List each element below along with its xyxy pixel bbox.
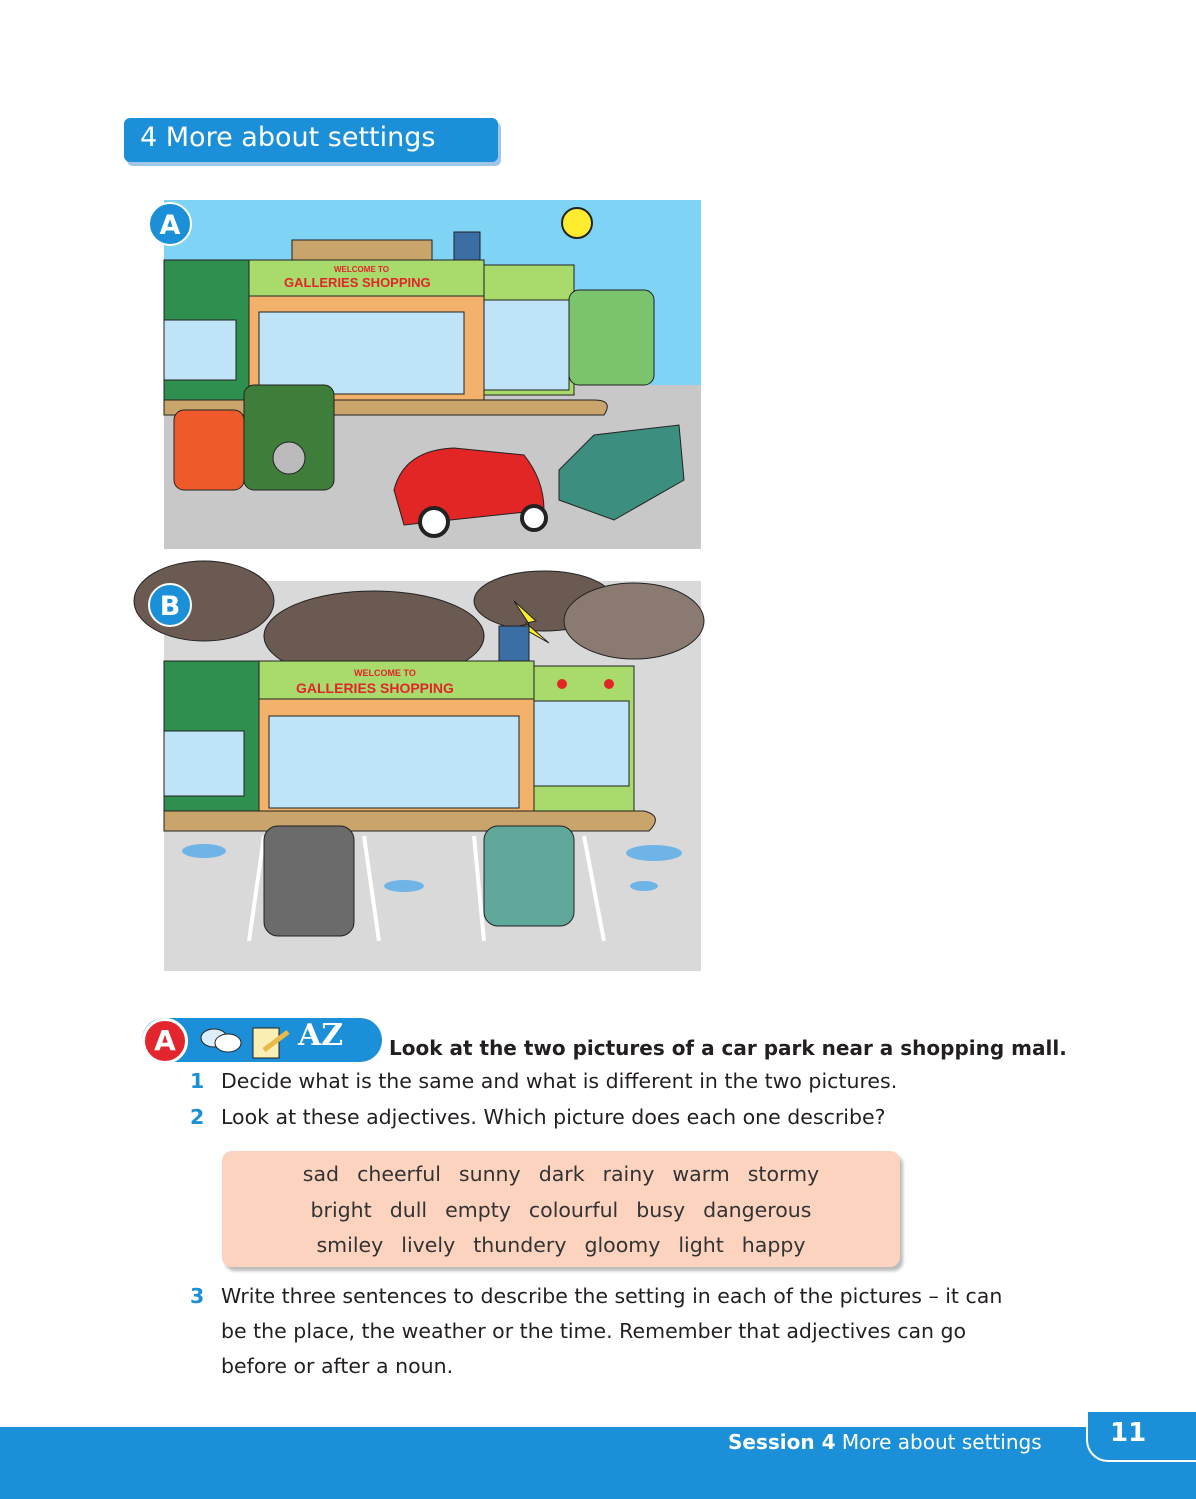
adjective-word: smiley xyxy=(316,1233,384,1257)
shop-sign: GALLERIES SHOPPING xyxy=(296,680,454,696)
word-row xyxy=(222,1157,900,1193)
speech-bubbles-icon xyxy=(198,1024,293,1060)
shop-sign: GALLERIES SHOPPING xyxy=(284,275,431,290)
question-text: Decide what is the same and what is different in the two pictures. xyxy=(221,1069,898,1093)
adjective-word: stormy xyxy=(747,1162,820,1186)
word-row xyxy=(222,1193,900,1229)
picture-b-stormy-car-park xyxy=(159,581,701,971)
adjective-word: dark xyxy=(538,1162,585,1186)
picture-a-sunny-car-park xyxy=(159,200,701,549)
adjective-word: happy xyxy=(741,1233,806,1257)
adjective-word: gloomy xyxy=(584,1233,661,1257)
adjective-word: empty xyxy=(445,1197,511,1222)
picture-label-b: B xyxy=(148,583,192,627)
adjective-word: light xyxy=(678,1233,724,1257)
adjective-word: sunny xyxy=(458,1162,521,1186)
adjective-word-box xyxy=(222,1151,900,1267)
session-number: Session 4 xyxy=(728,1430,836,1454)
adjective-word: sad xyxy=(302,1162,340,1186)
adjective-word: thundery xyxy=(473,1233,567,1257)
adjective-word: cheerful xyxy=(357,1162,441,1186)
picture-label-a: A xyxy=(148,202,192,246)
svg-text:WELCOME TO: WELCOME TO xyxy=(334,265,389,274)
question-2 xyxy=(190,1100,886,1135)
section-title: 4 More about settings xyxy=(124,118,498,162)
question-text: Write three sentences to describe the setting in each of the pictures – it can be the place, the weather or the time. Remember that adjectives can go before or after a noun. xyxy=(221,1284,1003,1378)
session-title: More about settings xyxy=(841,1430,1042,1454)
adjective-word: dull xyxy=(389,1197,428,1222)
adjective-word: colourful xyxy=(528,1197,619,1222)
svg-text:WELCOME TO: WELCOME TO xyxy=(354,668,416,678)
adjective-word: lively xyxy=(401,1233,456,1257)
page-number: 11 xyxy=(1086,1412,1196,1462)
question-number: 3 xyxy=(190,1284,205,1308)
adjective-word: warm xyxy=(672,1162,730,1186)
word-row xyxy=(222,1228,900,1264)
activity-label: A xyxy=(142,1018,188,1064)
footer-session xyxy=(728,1430,1042,1454)
az-dictionary-icon: AZ xyxy=(298,1018,344,1053)
question-number: 1 xyxy=(190,1069,205,1093)
question-3 xyxy=(190,1279,1030,1384)
question-1 xyxy=(190,1064,897,1099)
question-text: Look at these adjectives. Which picture does each one describe? xyxy=(221,1105,886,1129)
adjective-word: bright xyxy=(310,1197,372,1222)
adjective-word: dangerous xyxy=(703,1197,812,1222)
question-number: 2 xyxy=(190,1105,205,1129)
adjective-word: busy xyxy=(636,1197,686,1222)
activity-instruction: Look at the two pictures of a car park near a shopping mall. xyxy=(389,1036,1067,1060)
adjective-word: rainy xyxy=(602,1162,655,1186)
